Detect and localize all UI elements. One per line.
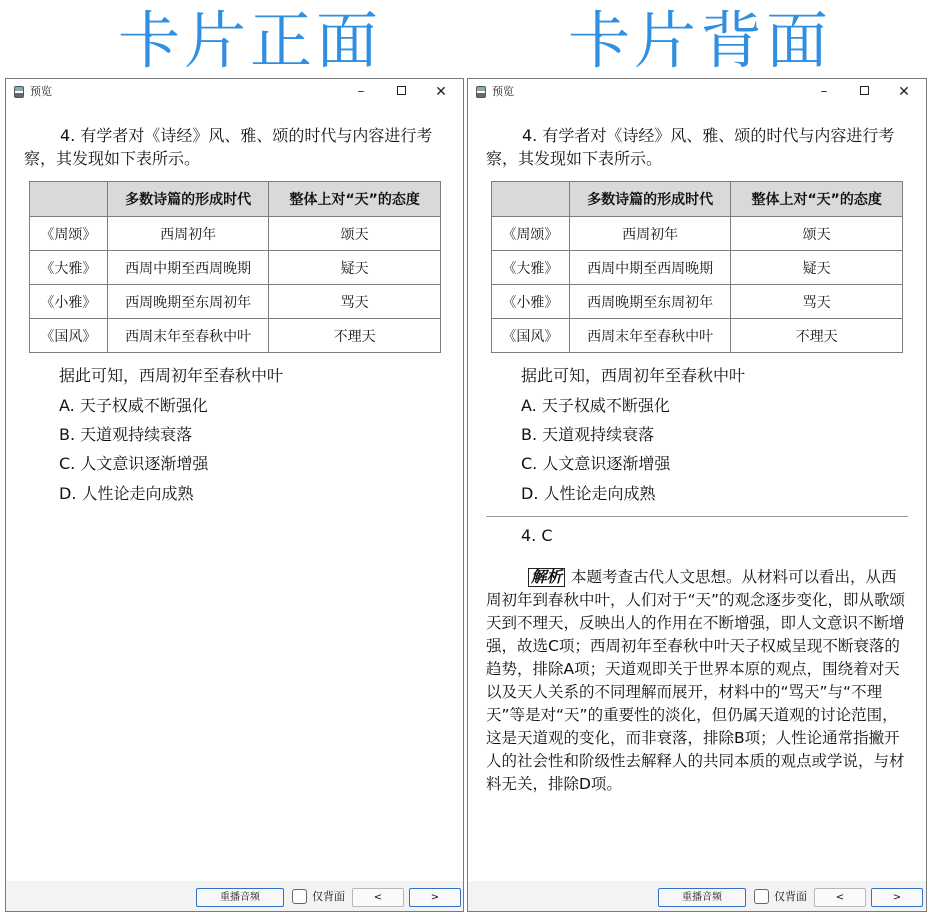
analysis-tag: 解析 (528, 568, 565, 587)
previous-button[interactable]: < (352, 888, 404, 907)
titlebar (468, 79, 926, 105)
poetry-table (29, 181, 441, 353)
table-cell: 《大雅》 (492, 251, 570, 285)
next-button[interactable]: > (871, 888, 923, 907)
question-stem: 4. 有学者对《诗经》风、雅、颂的时代与内容进行考察，其发现如下表所示。 (486, 126, 895, 168)
table-cell: 不理天 (731, 319, 903, 353)
titlebar (6, 79, 463, 105)
table-row (30, 251, 441, 285)
back-only-checkbox[interactable] (754, 889, 769, 904)
back-only-checkbox[interactable] (292, 889, 307, 904)
app-icon (14, 86, 24, 98)
table-header-cell: 多数诗篇的形成时代 (569, 182, 731, 217)
question-lead: 据此可知，西周初年至春秋中叶 (59, 366, 284, 385)
table-cell: 颂天 (269, 217, 441, 251)
back-heading: 卡片背面 (568, 4, 833, 77)
table-header-cell: 整体上对“天”的态度 (269, 182, 441, 217)
back-only-label: 仅背面 (774, 890, 807, 903)
minimize-button[interactable]: – (357, 84, 365, 99)
table-cell: 《小雅》 (492, 285, 570, 319)
close-button[interactable]: ✕ (898, 84, 910, 100)
table-cell: 骂天 (269, 285, 441, 319)
back-preview-window (467, 78, 927, 912)
table-cell: 西周末年至春秋中叶 (107, 319, 269, 353)
previous-button[interactable]: < (814, 888, 866, 907)
replay-audio-button[interactable]: 重播音频 (196, 888, 284, 907)
answer-divider (486, 516, 908, 517)
table-cell: 西周晚期至东周初年 (569, 285, 731, 319)
minimize-button[interactable]: – (820, 84, 828, 99)
front-heading: 卡片正面 (118, 4, 383, 77)
table-header-cell: 多数诗篇的形成时代 (107, 182, 269, 217)
window-title: 预览 (30, 85, 52, 98)
table-cell: 《大雅》 (30, 251, 108, 285)
maximize-icon (397, 86, 406, 95)
close-button[interactable]: ✕ (435, 84, 447, 100)
bottom-toolbar (6, 881, 463, 911)
table-cell: 《国风》 (30, 319, 108, 353)
option-b: B. 天道观持续衰落 (59, 425, 193, 444)
explanation-text: 本题考查古代人文思想。从材料可以看出，从西周初年到春秋中叶，人们对于“天”的观念逐步变化，即从歌颂天到不理天，反映出人的作用在不断增强，即人文意识不断增强，故选C项；西周初年至春秋中叶天子权威呈现不断衰落的趋势，排除A项；天道观即关于世界本原的观点，围绕着对天以及天人关系的不同理解而展开，材料中的“骂天”与“不理天”等是对“天”的重要性的淡化，但仍属天道观的讨论范围，这是天道观的变化，而非衰落，排除B项；人性论通常指撇开人的社会性和阶级性去解释人的共同本质的观点或学说，与材料无关，排除D项。 (486, 568, 906, 793)
table-cell: 疑天 (731, 251, 903, 285)
table-cell: 西周末年至春秋中叶 (569, 319, 731, 353)
option-c: C. 人文意识逐渐增强 (521, 454, 671, 473)
table-cell: 疑天 (269, 251, 441, 285)
table-cell: 《周颂》 (492, 217, 570, 251)
card-content (468, 105, 926, 881)
app-icon (476, 86, 486, 98)
table-cell: 《周颂》 (30, 217, 108, 251)
card-content (6, 105, 463, 881)
table-header-cell (492, 182, 570, 217)
replay-audio-button[interactable]: 重播音频 (658, 888, 746, 907)
explanation (486, 566, 911, 796)
table-cell: 西周初年 (107, 217, 269, 251)
option-a: A. 天子权威不断强化 (521, 396, 670, 415)
option-d: D. 人性论走向成熟 (59, 484, 194, 503)
question-lead: 据此可知，西周初年至春秋中叶 (521, 366, 746, 385)
table-row (492, 251, 903, 285)
table-header-cell (30, 182, 108, 217)
table-cell: 西周中期至西周晚期 (107, 251, 269, 285)
table-row (492, 319, 903, 353)
table-row (492, 285, 903, 319)
table-row (30, 319, 441, 353)
maximize-button[interactable] (844, 79, 884, 105)
front-preview-window (5, 78, 464, 912)
table-cell: 西周初年 (569, 217, 731, 251)
table-cell: 西周晚期至东周初年 (107, 285, 269, 319)
question-stem: 4. 有学者对《诗经》风、雅、颂的时代与内容进行考察，其发现如下表所示。 (24, 126, 433, 168)
back-only-label: 仅背面 (312, 890, 345, 903)
window-title: 预览 (492, 85, 514, 98)
table-header-cell: 整体上对“天”的态度 (731, 182, 903, 217)
maximize-button[interactable] (381, 79, 421, 105)
table-cell: 《小雅》 (30, 285, 108, 319)
table-cell: 颂天 (731, 217, 903, 251)
table-row (30, 217, 441, 251)
table-cell: 《国风》 (492, 319, 570, 353)
option-d: D. 人性论走向成熟 (521, 484, 656, 503)
option-a: A. 天子权威不断强化 (59, 396, 208, 415)
next-button[interactable]: > (409, 888, 461, 907)
table-row (492, 217, 903, 251)
option-b: B. 天道观持续衰落 (521, 425, 655, 444)
maximize-icon (860, 86, 869, 95)
bottom-toolbar (468, 881, 926, 911)
answer-text: 4. C (521, 526, 553, 545)
table-row (30, 285, 441, 319)
table-cell: 不理天 (269, 319, 441, 353)
poetry-table (491, 181, 903, 353)
table-cell: 西周中期至西周晚期 (569, 251, 731, 285)
option-c: C. 人文意识逐渐增强 (59, 454, 209, 473)
table-cell: 骂天 (731, 285, 903, 319)
